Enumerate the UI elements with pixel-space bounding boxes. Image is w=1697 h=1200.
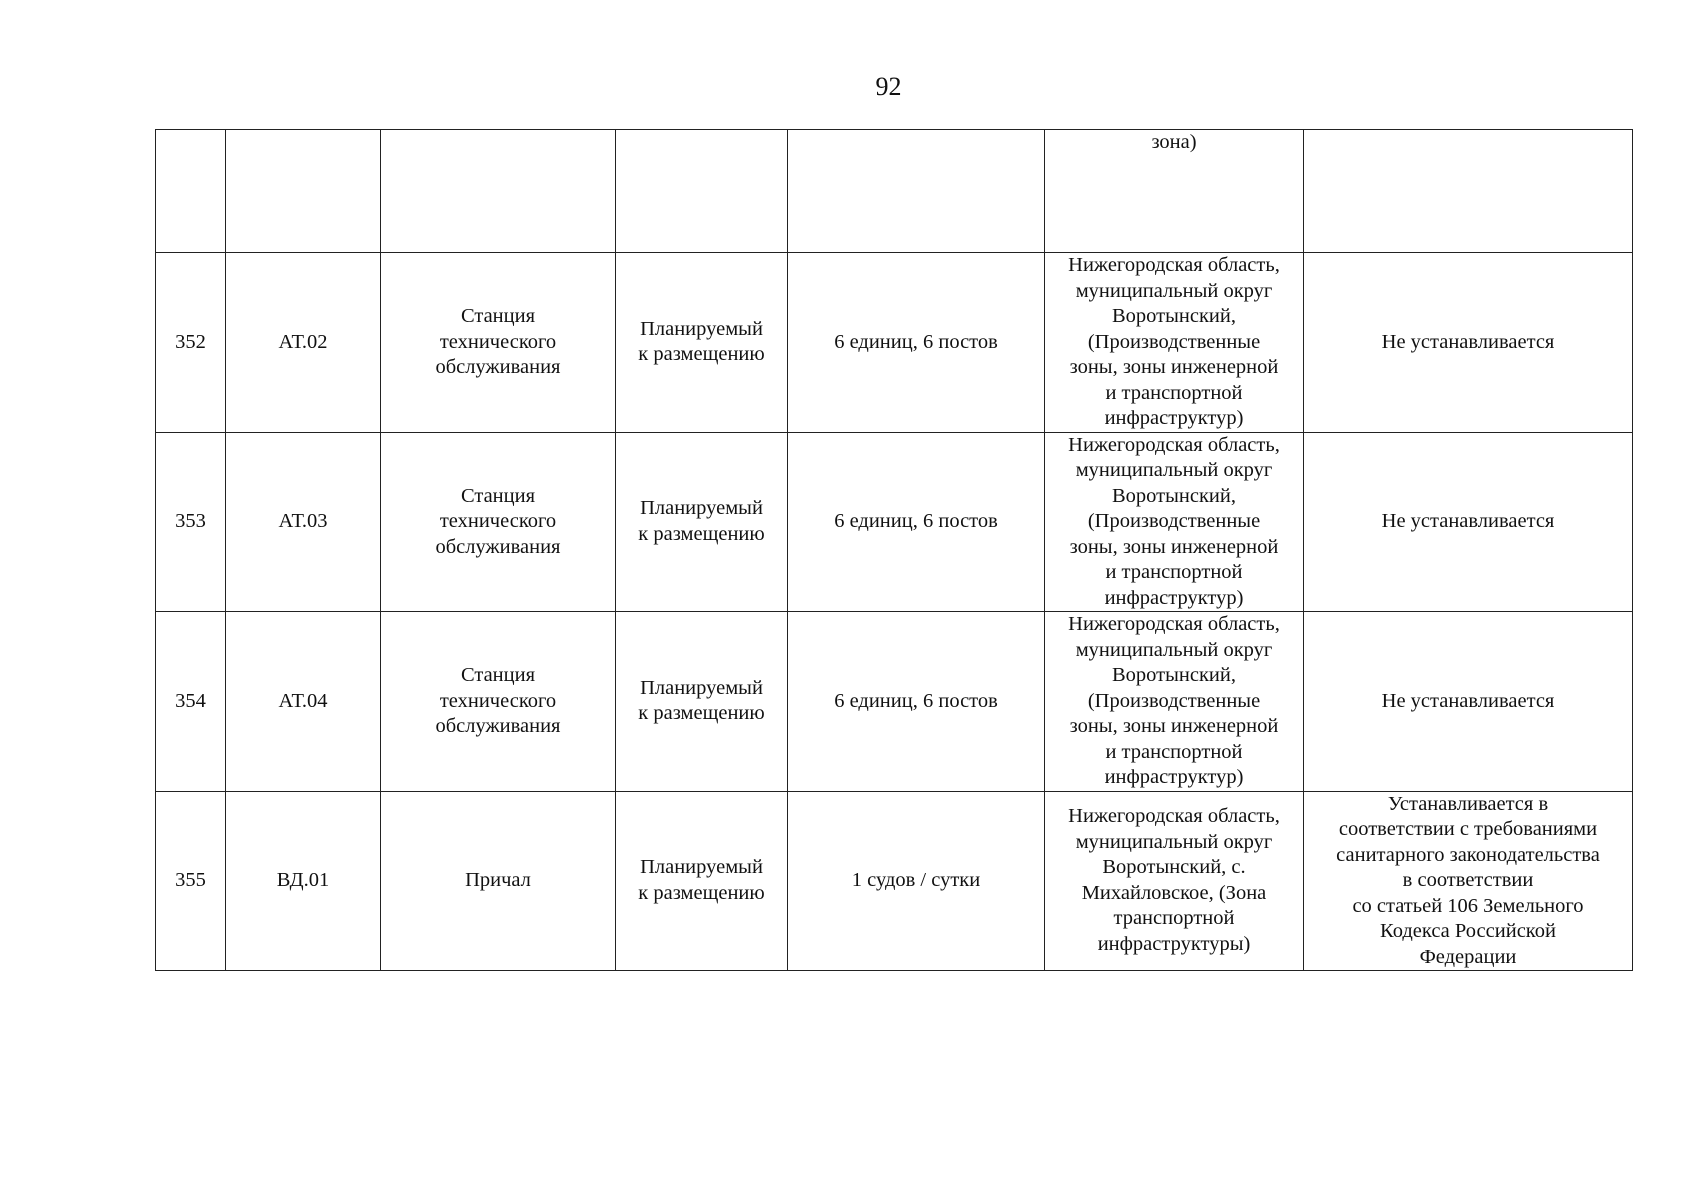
- cell-status: [616, 791, 788, 971]
- cell-location: [1045, 253, 1304, 433]
- table-row: [156, 791, 1633, 971]
- location-line: транспортной: [1113, 907, 1235, 930]
- location-line: (Производственные: [1087, 510, 1261, 532]
- status-line: Планируемый: [640, 317, 763, 340]
- cell-zone: [1304, 612, 1633, 792]
- location-line: и транспортной: [1105, 740, 1243, 763]
- cell-num: 355: [156, 791, 226, 971]
- cell-status: [616, 130, 788, 253]
- cell-code: ВД.01: [226, 791, 381, 971]
- cell-zone: [1304, 253, 1633, 433]
- location-line: муниципальный округ: [1075, 459, 1273, 481]
- table-row: [156, 253, 1633, 433]
- status-line: к размещению: [638, 522, 765, 545]
- location-line: зоны, зоны инженерной: [1069, 356, 1279, 378]
- cell-capacity: 6 единиц, 6 постов: [788, 432, 1045, 612]
- cell-location: [1045, 791, 1304, 971]
- cell-zone: [1304, 432, 1633, 612]
- status-line: к размещению: [638, 881, 765, 904]
- status-line: Планируемый: [640, 497, 763, 520]
- page-number: 92: [875, 72, 902, 101]
- table-row: [156, 432, 1633, 612]
- zone-line: Устанавливается в: [1387, 792, 1549, 815]
- zone-line: со статьей 106 Земельного: [1352, 894, 1584, 917]
- name-line: Станция: [460, 305, 536, 327]
- name-line: технического: [439, 330, 557, 353]
- cell-capacity: 6 единиц, 6 постов: [788, 253, 1045, 433]
- location-line: Михайловское, (Зона: [1081, 881, 1267, 904]
- cell-capacity: 6 единиц, 6 постов: [788, 612, 1045, 792]
- location-line: муниципальный округ: [1075, 279, 1273, 302]
- cell-num: [156, 130, 226, 253]
- name-line: Станция: [460, 664, 536, 686]
- location-line: Нижегородская область,: [1068, 254, 1280, 276]
- zone-line: санитарного законодательства: [1336, 843, 1600, 866]
- cell-zone: [1304, 130, 1633, 253]
- status-line: к размещению: [638, 702, 765, 725]
- location-line: Воротынский, с.: [1102, 856, 1246, 879]
- cell-code: АТ.04: [226, 612, 381, 792]
- cell-name: [381, 253, 616, 433]
- location-line: Нижегородская область,: [1068, 613, 1280, 635]
- cell-status: [616, 432, 788, 612]
- name-line: Причал: [465, 869, 531, 891]
- status-line: Планируемый: [640, 676, 763, 699]
- cell-name: [381, 130, 616, 253]
- location-line: Нижегородская область,: [1068, 805, 1280, 828]
- location-line: и транспортной: [1105, 381, 1243, 404]
- zone-line: Не устанавливается: [1381, 510, 1555, 532]
- cell-code: АТ.02: [226, 253, 381, 433]
- location-line: зоны, зоны инженерной: [1069, 715, 1279, 737]
- status-line: Планируемый: [640, 856, 763, 879]
- name-line: Станция: [460, 484, 536, 507]
- cell-num: 353: [156, 432, 226, 612]
- location-line: инфраструктур): [1104, 766, 1244, 788]
- cell-location: [1045, 130, 1304, 253]
- zone-line: Федерации: [1419, 945, 1517, 968]
- zone-line: Не устанавливается: [1381, 330, 1555, 353]
- cell-capacity: [788, 130, 1045, 253]
- cell-status: [616, 253, 788, 433]
- cell-location: [1045, 612, 1304, 792]
- name-line: технического: [439, 689, 557, 712]
- location-line: инфраструктур): [1104, 407, 1244, 429]
- cell-code: АТ.03: [226, 432, 381, 612]
- location-line: инфраструктуры): [1097, 932, 1251, 955]
- name-line: обслуживания: [435, 356, 561, 378]
- name-line: технического: [439, 510, 557, 532]
- cell-num: 352: [156, 253, 226, 433]
- continuation-row: [156, 130, 1633, 253]
- cell-name: [381, 612, 616, 792]
- location-line: зоны, зоны инженерной: [1069, 535, 1279, 558]
- location-line: Воротынский,: [1112, 305, 1236, 327]
- location-line: муниципальный округ: [1075, 830, 1273, 853]
- status-line: к размещению: [638, 343, 765, 366]
- zone-line: соответствии с требованиями: [1338, 818, 1598, 840]
- name-line: обслуживания: [435, 715, 561, 737]
- table-row: [156, 612, 1633, 792]
- zone-line: Не устанавливается: [1381, 689, 1555, 712]
- location-line: Воротынский,: [1112, 664, 1236, 686]
- name-line: обслуживания: [435, 535, 561, 558]
- cell-code: [226, 130, 381, 253]
- location-line: инфраструктур): [1104, 586, 1244, 609]
- cell-name: [381, 432, 616, 612]
- location-line: (Производственные: [1087, 330, 1261, 353]
- location-line: Нижегородская область,: [1068, 433, 1280, 456]
- cell-status: [616, 612, 788, 792]
- location-line: муниципальный округ: [1075, 638, 1273, 661]
- objects-table: [155, 129, 1633, 971]
- zone-line: Кодекса Российской: [1380, 920, 1556, 942]
- cell-zone: [1304, 791, 1633, 971]
- location-line: и транспортной: [1105, 561, 1243, 583]
- location-tail: зона): [1151, 131, 1197, 153]
- cell-capacity: 1 судов / сутки: [788, 791, 1045, 971]
- cell-location: [1045, 432, 1304, 612]
- cell-num: 354: [156, 612, 226, 792]
- cell-name: [381, 791, 616, 971]
- location-line: Воротынский,: [1112, 484, 1236, 507]
- zone-line: в соответствии: [1402, 869, 1534, 891]
- location-line: (Производственные: [1087, 689, 1261, 712]
